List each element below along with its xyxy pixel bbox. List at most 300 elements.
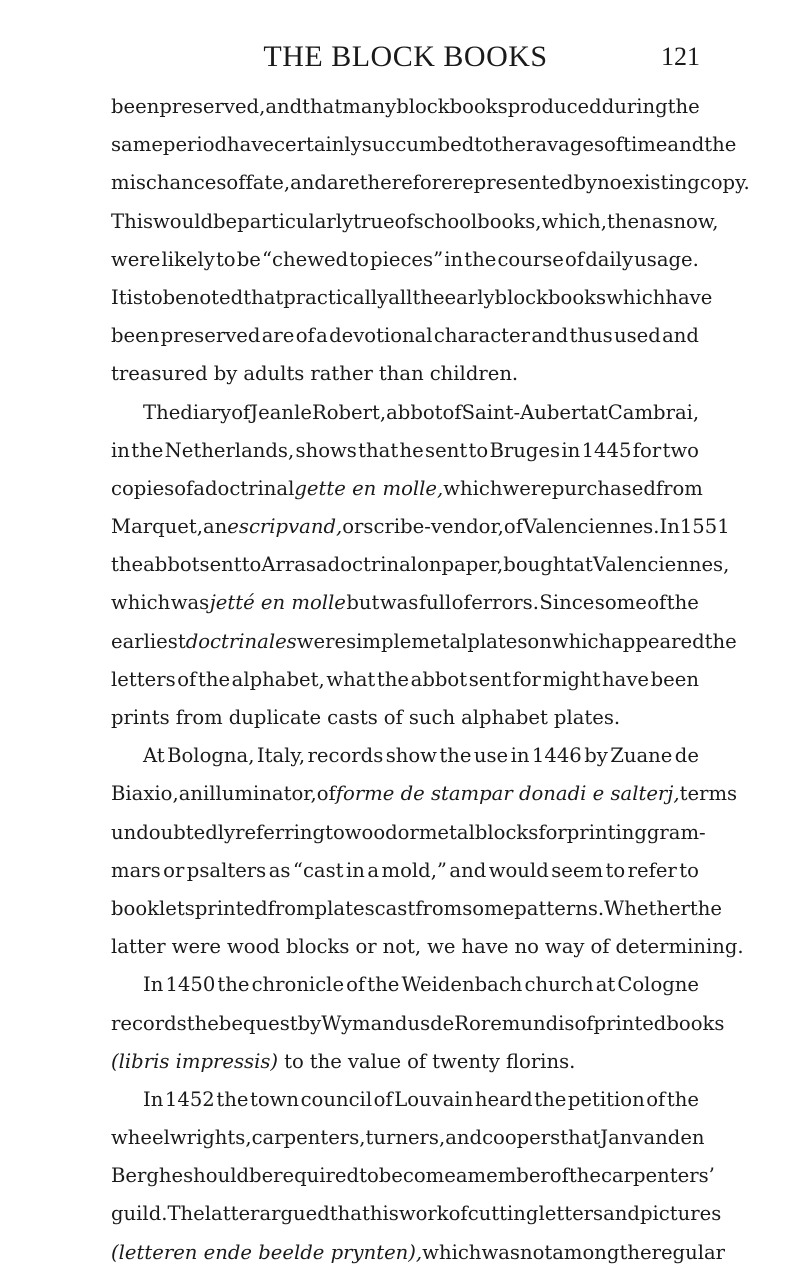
word: alphabet, <box>231 667 325 691</box>
word: the <box>704 133 737 157</box>
word: to <box>359 1164 379 1188</box>
word: church <box>524 973 594 997</box>
word: in <box>346 858 365 882</box>
word: psalters <box>186 858 267 882</box>
word: In <box>143 1087 164 1111</box>
word: preserved <box>160 324 261 348</box>
word: wheelwrights, <box>111 1126 252 1150</box>
word: of <box>373 1087 393 1111</box>
word: the <box>568 1164 601 1188</box>
word: to <box>325 820 345 844</box>
word: ravages <box>526 133 605 157</box>
word: not <box>519 1240 553 1264</box>
word: of <box>383 706 403 729</box>
word: of <box>295 324 315 348</box>
running-title: THE BLOCK BOOKS <box>263 40 548 73</box>
word: of <box>407 1049 427 1073</box>
word: cutting <box>467 1202 539 1226</box>
word: used <box>613 324 661 348</box>
word: Valenciennes, <box>592 553 730 577</box>
text-line <box>111 1195 722 1233</box>
word: plates <box>314 896 375 920</box>
text-line <box>111 1005 725 1043</box>
text-line <box>111 890 723 928</box>
word: records <box>111 1011 187 1035</box>
word: not, <box>382 935 422 959</box>
word: wood <box>344 820 398 844</box>
word: many <box>342 95 397 118</box>
word: the <box>376 667 410 691</box>
text-line <box>111 623 737 661</box>
word: by <box>297 1011 322 1035</box>
word: during <box>601 95 668 118</box>
word: the <box>619 1240 652 1264</box>
word: patterns. <box>514 896 605 920</box>
word: in <box>444 247 464 271</box>
text-line <box>111 928 744 966</box>
word: of <box>231 400 251 424</box>
word: his <box>369 1202 399 1226</box>
word: heard <box>474 1087 533 1111</box>
word: booklets <box>111 896 195 920</box>
word: an <box>178 782 204 806</box>
word: of <box>174 476 194 500</box>
word: escripvand, <box>227 515 343 539</box>
word: been <box>111 95 160 118</box>
word: from <box>655 476 703 500</box>
word: full <box>418 591 452 615</box>
word: by <box>213 362 238 386</box>
text-line <box>111 661 699 699</box>
word: are <box>261 324 295 348</box>
text-line <box>111 432 699 470</box>
word: which <box>551 629 612 653</box>
word: particularly <box>237 209 354 233</box>
word: of <box>503 515 523 539</box>
word: be <box>162 285 187 309</box>
word: regular <box>651 1240 726 1264</box>
word: Bologna, <box>167 744 255 768</box>
word: copy. <box>699 171 750 195</box>
word: produced <box>507 95 602 118</box>
text-line <box>111 584 699 622</box>
word: be <box>213 209 238 233</box>
word: Marquet, <box>111 515 203 539</box>
word: then <box>606 209 652 233</box>
word: in <box>561 438 581 462</box>
word: all <box>388 285 413 309</box>
word: would <box>153 209 214 233</box>
word: Weidenbach <box>401 973 523 997</box>
word: It <box>111 285 127 309</box>
word: been <box>650 667 699 691</box>
word: to <box>474 133 494 157</box>
word: a <box>455 1164 468 1188</box>
word: In <box>659 515 680 539</box>
word: the <box>667 95 700 118</box>
word: de <box>674 744 699 768</box>
word: for <box>538 820 567 844</box>
word: was <box>379 591 419 615</box>
word: council <box>300 1087 373 1111</box>
word: some <box>462 896 515 920</box>
word: Bruges <box>489 438 561 462</box>
word: same <box>111 133 163 157</box>
word: le <box>294 400 312 424</box>
word: would <box>488 858 549 882</box>
word: latter <box>204 1202 260 1226</box>
word: blocks <box>474 820 539 844</box>
word: should <box>183 1164 250 1188</box>
word: letters <box>111 667 176 691</box>
word: metal <box>418 820 475 844</box>
text-line <box>111 394 699 432</box>
word: argued <box>259 1202 330 1226</box>
word: by <box>584 744 608 768</box>
word: the <box>216 1087 249 1111</box>
word: books <box>666 1011 725 1035</box>
word: Berghe <box>111 1164 184 1188</box>
word: Valenciennes. <box>522 515 660 539</box>
word: an <box>202 515 228 539</box>
word: illuminator, <box>203 782 317 806</box>
word: “cast <box>292 858 344 882</box>
word: of <box>549 1164 569 1188</box>
word: van <box>632 1126 668 1150</box>
word: in <box>111 438 130 462</box>
word: such <box>408 706 456 729</box>
word: The <box>167 1202 205 1226</box>
word: errors. <box>471 591 539 615</box>
word: twenty <box>432 1049 500 1073</box>
word: are <box>326 171 360 195</box>
word: on <box>417 553 442 577</box>
word: referring <box>235 820 326 844</box>
word: been <box>111 324 160 348</box>
word: but <box>346 591 380 615</box>
word: Netherlands, <box>164 438 295 462</box>
word: casts <box>327 706 378 729</box>
word: we <box>427 935 456 959</box>
word: of <box>394 209 414 233</box>
word: of <box>646 1087 666 1111</box>
word: no <box>514 935 539 959</box>
word: time <box>623 133 668 157</box>
word: that <box>560 1126 601 1150</box>
text-line <box>111 852 699 890</box>
word: were <box>296 629 347 653</box>
text-line <box>111 508 730 546</box>
word: noted <box>186 285 244 309</box>
word: to <box>468 438 489 462</box>
word: show <box>385 744 437 768</box>
word: Italy, <box>256 744 306 768</box>
word: and <box>290 171 327 195</box>
word: a <box>193 476 205 500</box>
word: rather <box>310 362 373 386</box>
text-line <box>111 546 730 584</box>
word: devotional <box>329 324 433 348</box>
word: metal <box>411 629 468 653</box>
word: or <box>355 935 377 959</box>
word: the <box>666 591 699 615</box>
word: have <box>602 667 650 691</box>
word: Wymandus <box>321 1011 431 1035</box>
word: on <box>527 629 552 653</box>
word: practically <box>283 285 389 309</box>
word: the <box>689 896 723 920</box>
word: of <box>647 591 667 615</box>
word: bought <box>503 553 574 577</box>
word: were <box>502 476 552 500</box>
word: Jan <box>600 1126 633 1150</box>
word: daily <box>585 247 634 271</box>
word: schoolbooks, <box>413 209 542 233</box>
word: Roremundis <box>454 1011 575 1035</box>
word: way <box>544 935 585 959</box>
text-line <box>111 88 699 126</box>
word: the <box>704 629 737 653</box>
text-line <box>111 241 699 279</box>
word: “chewed <box>262 247 349 271</box>
word: be <box>236 247 261 271</box>
word: in <box>510 744 530 768</box>
word: children. <box>429 362 519 386</box>
word: as <box>651 209 674 233</box>
word: were <box>111 247 161 271</box>
word: and <box>449 858 487 882</box>
word: sent <box>425 438 468 462</box>
word: the <box>217 973 250 997</box>
word: no <box>597 171 622 195</box>
word: Biaxio, <box>111 782 179 806</box>
word: usage. <box>634 247 699 271</box>
word: copies <box>111 476 175 500</box>
text-line <box>111 1119 705 1157</box>
word: of <box>177 667 197 691</box>
word: gette en molle, <box>294 476 444 500</box>
text-line <box>111 164 750 202</box>
word: represented <box>452 171 574 195</box>
word: or <box>342 515 364 539</box>
word: (letteren ende beelde prynten), <box>111 1240 423 1264</box>
word: Louvain <box>394 1087 474 1111</box>
word: the <box>367 973 400 997</box>
word: de <box>430 1011 455 1035</box>
word: required <box>273 1164 360 1188</box>
text-line <box>111 814 706 852</box>
word: course <box>497 247 564 271</box>
word: adults <box>243 362 305 386</box>
word: Whether <box>604 896 690 920</box>
word: carpenters, <box>251 1126 366 1150</box>
word: 1446 <box>531 744 582 768</box>
word: value <box>347 1049 402 1073</box>
word: at <box>588 400 608 424</box>
word: cast <box>374 896 416 920</box>
word: paper, <box>441 553 504 577</box>
word: 1551 <box>679 515 730 539</box>
text-line <box>111 1043 699 1081</box>
word: Saint-Aubert <box>461 400 589 424</box>
word: preserved, <box>159 95 266 118</box>
word: records <box>307 744 384 768</box>
word: mars <box>111 858 161 882</box>
word: of <box>448 1202 468 1226</box>
word: of <box>565 247 585 271</box>
word: work <box>398 1202 449 1226</box>
word: abbot <box>410 667 468 691</box>
word: books <box>547 285 607 309</box>
word: some <box>594 591 647 615</box>
word: abbot <box>386 400 443 424</box>
word: doctrinales <box>185 629 297 653</box>
word: period <box>162 133 228 157</box>
word: a <box>316 324 328 348</box>
word: the <box>534 1087 567 1111</box>
text-line <box>111 1234 726 1272</box>
word: latter <box>111 935 166 959</box>
word: purchased <box>551 476 656 500</box>
word: of <box>226 171 246 195</box>
text-line <box>111 1081 699 1119</box>
word: character <box>433 324 531 348</box>
text-line <box>111 470 703 508</box>
word: doctrinal <box>204 476 295 500</box>
word: among <box>552 1240 620 1264</box>
word: of <box>316 782 336 806</box>
word: of <box>346 973 366 997</box>
word: Arras <box>261 553 316 577</box>
word: simple <box>346 629 412 653</box>
word: and <box>667 133 705 157</box>
word: pictures <box>639 1202 722 1226</box>
word: the <box>309 1049 342 1073</box>
text-line <box>111 699 699 737</box>
word: which <box>443 476 503 500</box>
word: duplicate <box>228 706 322 729</box>
word: likely <box>161 247 215 271</box>
word: the <box>439 744 472 768</box>
word: gram- <box>646 820 706 844</box>
word: a <box>315 553 328 577</box>
word: The <box>143 400 181 424</box>
word: diary <box>180 400 232 424</box>
word: chronicle <box>251 973 345 997</box>
page-number: 121 <box>661 42 700 71</box>
word: abbot <box>143 553 200 577</box>
word: as <box>268 858 291 882</box>
word: and <box>603 1202 640 1226</box>
word: sent <box>199 553 242 577</box>
word: Zuane <box>610 744 673 768</box>
text-line <box>111 126 737 164</box>
word: was <box>170 591 210 615</box>
word: bequest <box>218 1011 298 1035</box>
word: printing <box>566 820 647 844</box>
text-line <box>111 737 699 775</box>
text-line <box>111 966 699 1004</box>
word: refer <box>627 858 677 882</box>
word: 1450 <box>165 973 216 997</box>
word: sent <box>468 667 511 691</box>
word: succumbed <box>361 133 475 157</box>
word: to <box>215 247 236 271</box>
word: was <box>481 1240 520 1264</box>
running-head <box>111 40 700 84</box>
word: block <box>396 95 450 118</box>
word: shows <box>295 438 357 462</box>
word: Since <box>539 591 595 615</box>
word: to <box>605 858 626 882</box>
word: true <box>353 209 395 233</box>
word: block <box>494 285 548 309</box>
word: which <box>111 591 171 615</box>
word: pieces” <box>370 247 444 271</box>
word: and <box>531 324 569 348</box>
word: seem <box>551 858 604 882</box>
word: doctrinal <box>327 553 418 577</box>
word: to <box>142 285 163 309</box>
word: (libris impressis) <box>111 1049 279 1073</box>
word: the <box>464 247 497 271</box>
word: from <box>267 896 315 920</box>
word: that <box>302 95 343 118</box>
word: Jean <box>250 400 295 424</box>
word: at <box>573 553 593 577</box>
word: Cologne <box>617 973 699 997</box>
word: to <box>679 858 699 882</box>
word: have <box>665 285 713 309</box>
word: have <box>461 935 509 959</box>
word: the <box>111 553 144 577</box>
word: a <box>367 858 380 882</box>
word: alphabet <box>461 706 548 729</box>
word: of <box>604 133 624 157</box>
word: member <box>467 1164 550 1188</box>
word: mold,” <box>381 858 447 882</box>
word: at <box>595 973 616 997</box>
word: thus <box>569 324 613 348</box>
word: of <box>451 591 471 615</box>
text-line <box>111 1157 715 1195</box>
word: scribe-vendor, <box>363 515 504 539</box>
word: appeared <box>611 629 705 653</box>
word: have <box>227 133 275 157</box>
word: existing <box>621 171 700 195</box>
word: petition <box>567 1087 645 1111</box>
word: turners, <box>365 1126 446 1150</box>
word: two <box>662 438 699 462</box>
word: for <box>632 438 662 462</box>
word: he <box>399 438 424 462</box>
word: now, <box>673 209 719 233</box>
word: that <box>358 438 399 462</box>
word: den <box>667 1126 705 1150</box>
word: wood <box>227 935 280 959</box>
word: certainly <box>274 133 362 157</box>
word: is <box>126 285 143 309</box>
word: letters <box>538 1202 604 1226</box>
word: In <box>143 973 164 997</box>
word: the <box>197 667 231 691</box>
word: or <box>397 820 419 844</box>
word: earliest <box>111 629 186 653</box>
word: the <box>186 1011 219 1035</box>
word: what <box>326 667 376 691</box>
word: treasured <box>111 362 208 386</box>
word: Cambrai, <box>607 400 700 424</box>
